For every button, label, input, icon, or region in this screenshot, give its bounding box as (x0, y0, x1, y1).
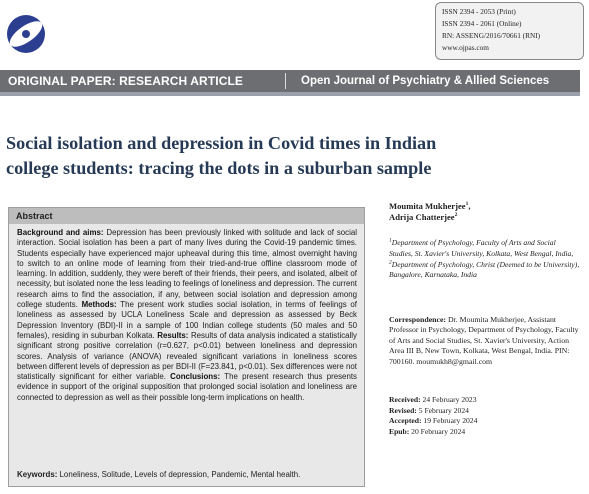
banner-underline (0, 92, 580, 96)
affiliation-2: Department of Psychology, Christ (Deemed to be University), Bangalore, Karnataka, India (389, 259, 580, 280)
author-info-column (389, 201, 581, 436)
keywords-text: Loneliness, Solitude, Levels of depression, Pandemic, Mental health. (59, 469, 301, 479)
author-2: Adrija Chatterjee$^2$ (389, 212, 458, 222)
journal-logo-icon (6, 14, 46, 54)
conclusions-text: The present research thus presents evidence in support of the original supposition that prolonged social isolation and loneliness are connected to depression as well as their possible long-term implications on health. (17, 372, 357, 402)
results-label: Results: (157, 330, 189, 340)
issn-print: ISSN 2394 - 2053 (Print) (442, 7, 516, 16)
revised-date: Revised: 5 February 2024 (389, 405, 469, 415)
methods-label: Methods: (81, 300, 117, 310)
background-label: Background and aims: (17, 228, 104, 237)
conclusions-label: Conclusions: (170, 372, 221, 382)
author-list (389, 201, 581, 223)
author-1: Moumita Mukherjee$^1$, (389, 201, 471, 211)
correspondence (389, 315, 581, 367)
issn-online: ISSN 2394 - 2061 (Online) (442, 19, 522, 28)
banner-divider (285, 73, 286, 89)
article-dates (389, 395, 477, 437)
accepted-date: Accepted: 19 February 2024 (389, 416, 478, 426)
keywords-label: Keywords: (17, 469, 58, 479)
background-text: Depression has been previously linked with solitude and lack of social interaction. Social isolation has been a part of many lives during the Covid-19 pandemic times. Students especially have experienced major upheaval during this time, almost overnight having to switch to an online mode of learning from their tried-and-true offline classroom mode of learning. In addition, suddenly, they were bereft of their friends, their peers, and isolated, albeit of necessity, but isolated none the less leading to feelings of loneliness and depression. The current research aims to find the association, if any, between social isolation and depression among college students. (17, 228, 358, 310)
affiliation-1: Department of Psychology, Faculty of Arts and Social Studies, St. Xavier's University, Kolkata, West Bengal, India, (389, 238, 574, 258)
rni-number: RN: ASSENG/2016/70661 (RNI) (442, 31, 541, 40)
abstract-heading: Abstract (9, 208, 364, 224)
epub-date: Epub: 20 February 2024 (389, 426, 466, 436)
abstract-body (9, 224, 364, 403)
correspondence-text: Dr. Moumita Mukherjee, Assistant Professor in Psychology, Department of Psychology, Faculty of Arts and Social Studies, St. Xavier's University, Action Area III B, New Town, Kolkata, West Bengal, India. PIN: 700160. moumukh8@gmail.com (389, 315, 579, 366)
issn-info-box (435, 2, 584, 60)
affiliations: $^1$Department of Psychology, Faculty of Arts and Social Studies, St. Xavier's University, Kolkata, West Bengal, India, $^2$Department of Psychology, Christ (Deemed to be University), Bangalore, Karnataka, India (389, 237, 580, 280)
article-title (6, 131, 582, 181)
journal-website-link[interactable]: www.ojpas.com (442, 43, 489, 52)
keywords (17, 470, 357, 480)
journal-name: Open Journal of Psychiatry & Allied Sciences (301, 75, 550, 87)
paper-type-label: ORIGINAL PAPER: RESEARCH ARTICLE (8, 74, 243, 88)
received-date: Received: 24 February 2023 (389, 395, 477, 404)
methods-text: The present work studies social isolation, in terms of feelings of loneliness as assessed by UCLA Loneliness Scale and depression as assessed by Beck Depression Inventory (BDI)-II in a sample of 100 Indian college students (50 males and 50 females), residing in suburban Kolkata. (17, 300, 357, 340)
correspondence-label: Correspondence: (389, 315, 447, 324)
abstract-box (8, 207, 365, 487)
results-text: Results of data analysis indicated a statistically significant strong positive correlation (r=0.627, p<0.01) between loneliness and depression scores. Analysis of variance (ANOVA) revealed significant variations in loneliness scores between different levels of depression as per BDI-II (F=23.841, p<0.01). Sex differences were not statistically significant for either variable. (17, 330, 357, 382)
article-title-line-2: college students: tracing the dots in a suburban sample (6, 158, 432, 178)
article-title-line-1: Social isolation and depression in Covid times in Indian (6, 133, 437, 153)
article-banner (0, 70, 580, 92)
